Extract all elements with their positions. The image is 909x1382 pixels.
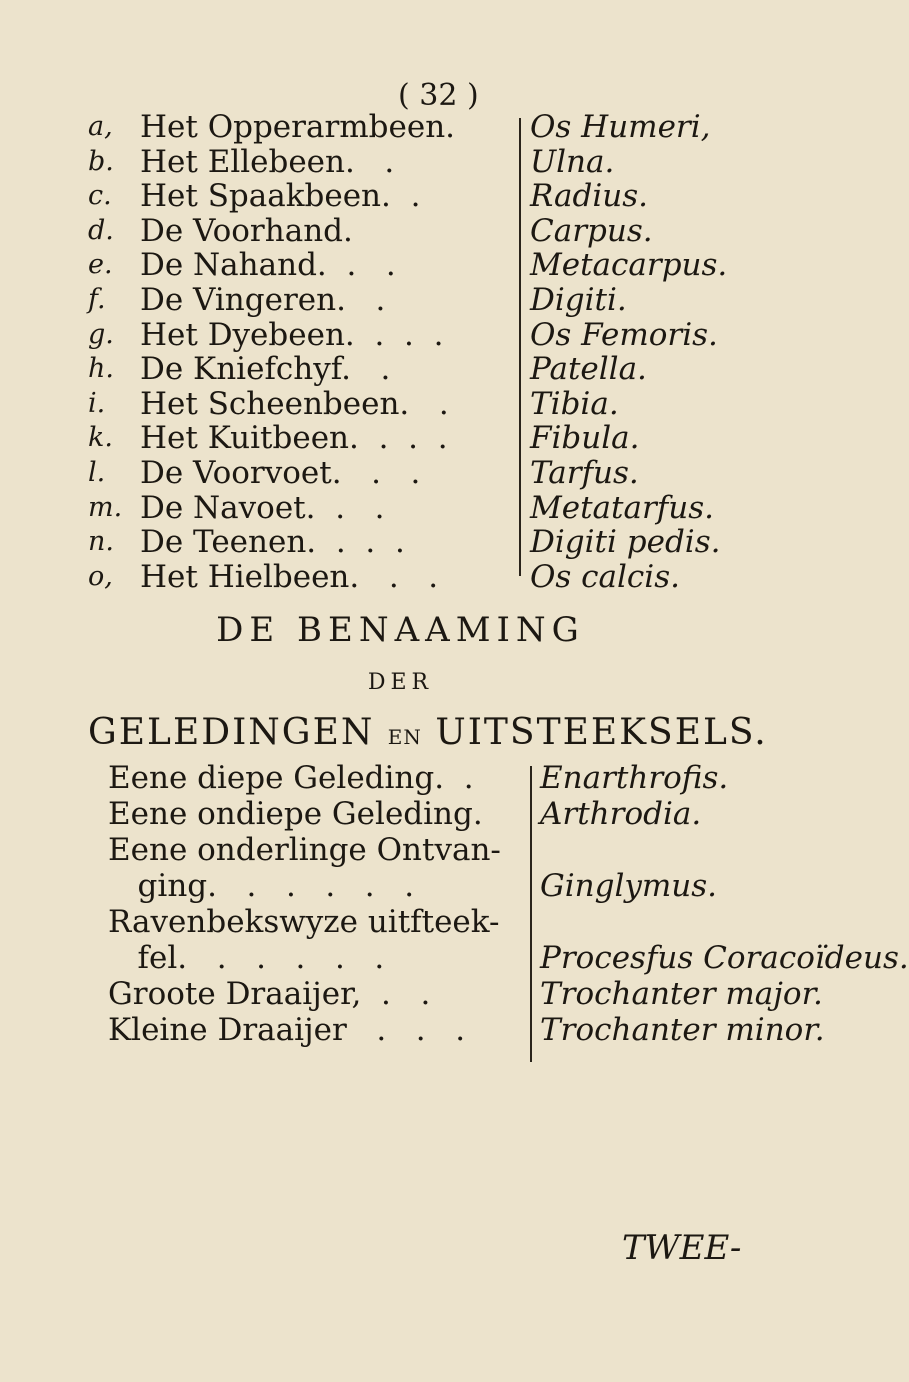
list-item xyxy=(0,318,801,353)
item-letter: m. xyxy=(88,491,123,523)
dutch-term: Het Hielbeen. . . xyxy=(140,558,439,595)
dutch-term: Kleine Draaijer . . . xyxy=(108,1012,466,1048)
item-letter: k. xyxy=(88,422,113,454)
latin-term: Radius. xyxy=(530,178,649,215)
dutch-term: Ravenbekswyze uitfteek- xyxy=(108,904,500,940)
item-letter: c. xyxy=(88,180,112,212)
latin-term: Tibia. xyxy=(530,385,619,422)
list-item xyxy=(0,760,801,796)
latin-term: Metatarfus. xyxy=(530,489,714,526)
section-title-part: GELEDINGEN xyxy=(88,712,388,753)
item-letter: f. xyxy=(88,283,106,315)
section-subheading: DER xyxy=(367,670,434,695)
latin-term: Carpus. xyxy=(530,212,653,249)
list-item xyxy=(0,832,801,868)
dutch-term: Eene diepe Geleding. . xyxy=(108,760,474,796)
item-letter: n. xyxy=(88,526,114,558)
list-item xyxy=(0,560,801,595)
item-letter: b. xyxy=(88,145,114,177)
dutch-term: Eene onderlinge Ontvan- xyxy=(108,832,501,868)
latin-term: Tarfus. xyxy=(530,454,639,491)
dutch-term: fel. . . . . . xyxy=(108,940,385,976)
item-letter: o, xyxy=(88,560,113,592)
latin-term: Ginglymus. xyxy=(540,868,718,904)
latin-term: Os calcis. xyxy=(530,558,680,595)
dutch-term: Groote Draaijer, . . xyxy=(108,976,431,1012)
list-item xyxy=(0,491,801,526)
item-letter: g. xyxy=(88,318,114,350)
item-letter: a, xyxy=(88,111,113,142)
item-letter: h. xyxy=(88,353,114,385)
dutch-term: Het Ellebeen. . xyxy=(140,143,395,180)
list-item xyxy=(0,214,801,249)
joints-list xyxy=(0,760,909,1048)
section-heading: DE BENAAMING xyxy=(216,610,585,650)
dutch-term: ging. . . . . . xyxy=(108,868,415,904)
latin-term: Metacarpus. xyxy=(530,247,728,284)
catchword: TWEE- xyxy=(622,1228,742,1268)
list-item xyxy=(0,179,801,214)
list-item xyxy=(0,145,801,180)
latin-term: Arthrodia. xyxy=(540,796,702,832)
dutch-term: De Kniefchyf. . xyxy=(140,351,391,388)
dutch-term: De Voorhand. xyxy=(140,212,353,249)
list-item xyxy=(0,456,801,491)
item-letter: d. xyxy=(88,214,114,246)
list-item xyxy=(0,796,801,832)
list-item xyxy=(0,904,801,940)
latin-term: Digiti. xyxy=(530,281,627,318)
latin-term: Fibula. xyxy=(530,420,640,457)
dutch-term: Het Kuitbeen. . . . xyxy=(140,420,448,457)
page-number: ( 32 ) xyxy=(398,78,479,113)
item-letter: e. xyxy=(88,249,113,281)
dutch-term: Eene ondiepe Geleding. xyxy=(108,796,483,832)
list-item xyxy=(0,110,801,145)
latin-term: Digiti pedis. xyxy=(530,524,721,561)
dutch-term: De Nahand. . . xyxy=(140,247,396,284)
list-item xyxy=(0,352,801,387)
section-title-conjunction: EN xyxy=(387,725,422,749)
list-item xyxy=(0,248,801,283)
latin-term: Os Humeri, xyxy=(530,109,711,145)
item-letter: i. xyxy=(88,387,106,419)
dutch-term: De Navoet. . . xyxy=(140,489,385,526)
latin-term: Os Femoris. xyxy=(530,316,718,353)
latin-term: Trochanter minor. xyxy=(540,1012,825,1048)
latin-term: Patella. xyxy=(530,351,647,388)
latin-term: Ulna. xyxy=(530,143,615,180)
item-letter: l. xyxy=(88,456,106,488)
dutch-term: De Vingeren. . xyxy=(140,281,386,318)
list-item xyxy=(0,868,801,904)
latin-term: Trochanter major. xyxy=(540,976,823,1012)
latin-term: Procesfus Coracoïdeus. xyxy=(540,940,909,976)
list-item xyxy=(0,525,801,560)
list-item xyxy=(0,940,909,976)
dutch-term: De Voorvoet. . . xyxy=(140,454,421,491)
list-item xyxy=(0,283,801,318)
dutch-term: De Teenen. . . . xyxy=(140,524,405,561)
section-title-part: UITSTEEKSELS. xyxy=(421,712,768,753)
dutch-term: Het Dyebeen. . . . xyxy=(140,316,444,353)
list-item xyxy=(0,976,823,1012)
latin-term: Enarthrofis. xyxy=(540,760,729,796)
dutch-term: Het Scheenbeen. . xyxy=(140,385,449,422)
bones-list xyxy=(0,110,801,594)
dutch-term: Het Opperarmbeen. xyxy=(140,109,456,145)
list-item xyxy=(0,1012,825,1048)
list-item xyxy=(0,421,801,456)
list-item xyxy=(0,387,801,422)
dutch-term: Het Spaakbeen. . xyxy=(140,178,421,215)
section-title xyxy=(88,712,768,753)
